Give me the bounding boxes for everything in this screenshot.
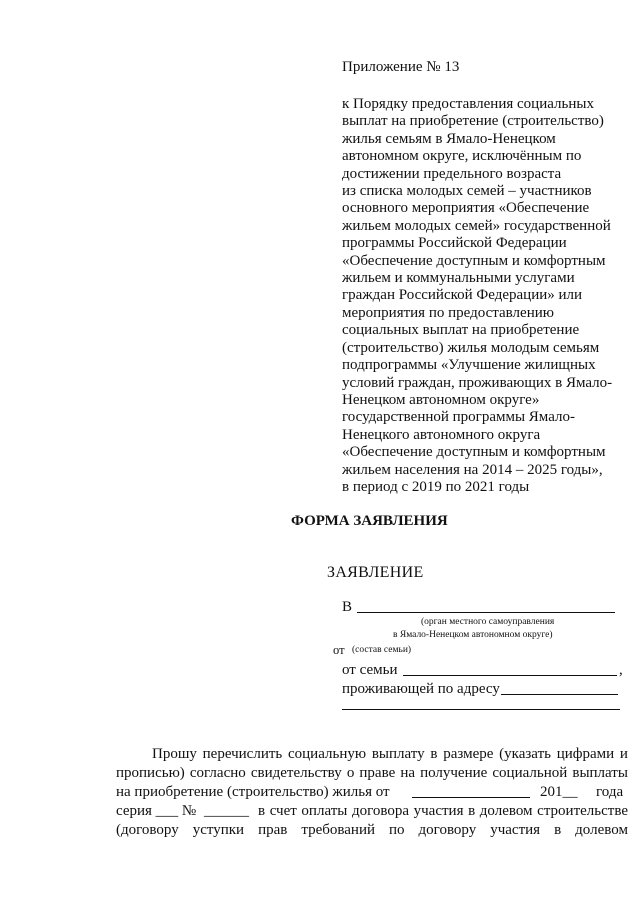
body-word: участия: [490, 822, 541, 838]
appendix-line: жильем молодых семей» государственной: [342, 217, 611, 234]
appendix-line: государственной программы Ямало-: [342, 409, 575, 426]
body-line-4-series: серия ___ №: [116, 803, 197, 819]
appendix-line: основного мероприятия «Обеспечение: [342, 200, 590, 217]
family-field[interactable]: [403, 675, 617, 676]
body-line-5: [116, 821, 628, 839]
family-label: от семьи: [342, 662, 398, 678]
body-line-3-suffix: года: [596, 784, 624, 800]
address-field[interactable]: [501, 694, 618, 695]
appendix-line: в период с 2019 по 2021 годы: [342, 478, 530, 495]
appendix-line: Ненецком автономном округе»: [342, 391, 540, 408]
appendix-line: Ненецкого автономного округа: [342, 426, 541, 443]
body-word: размере: [443, 746, 494, 762]
body-word: прав: [258, 822, 288, 838]
body-line-4-text: в счет оплаты договора участия в долевом строительстве: [258, 803, 628, 819]
appendix-line: «Обеспечение доступным и комфортным: [342, 444, 606, 461]
application-heading: ЗАЯВЛЕНИЕ: [327, 564, 424, 581]
body-word: уступки: [192, 822, 245, 838]
appendix-line: условий граждан, проживающих в Ямало-: [342, 374, 613, 391]
certificate-date-field[interactable]: [412, 797, 530, 798]
family-comma: ,: [619, 662, 623, 678]
appendix-line: выплат на приобретение (строительство): [342, 113, 604, 130]
body-word: прописью): [116, 765, 185, 781]
body-word: Прошу: [152, 746, 197, 762]
addressee-hint-line2: в Ямало-Ненецком автономном округе): [393, 630, 553, 640]
addressee-prefix: В: [342, 599, 353, 615]
appendix-line: жильем и коммунальными услугами: [342, 270, 575, 287]
appendix-line: жильем населения на 2014 – 2025 годы»,: [342, 461, 603, 478]
appendix-line: из списка молодых семей – участников: [342, 183, 592, 200]
appendix-line: к Порядку предоставления социальных: [342, 96, 594, 112]
body-word: выплаты: [572, 765, 628, 781]
body-word: социальной: [492, 765, 568, 781]
address-field-continued[interactable]: [342, 709, 620, 710]
appendix-line: автономном округе, исключённым по: [342, 148, 582, 165]
body-word: социальную: [288, 746, 367, 762]
body-word: о: [346, 765, 355, 781]
body-word: получение: [420, 765, 488, 781]
body-word: согласно: [189, 765, 246, 781]
body-word: цифрами: [556, 746, 615, 762]
appendix-line: достижении предельного возраста: [342, 165, 562, 182]
address-label: проживающей по адресу: [342, 681, 500, 697]
appendix-line: подпрограммы «Улучшение жилищных: [342, 357, 596, 374]
body-word: договору: [418, 822, 477, 838]
body-line-4-number: ______: [204, 803, 249, 819]
addressee-field[interactable]: [357, 612, 615, 613]
appendix-line: «Обеспечение доступным и комфортным: [342, 252, 606, 269]
from-prefix: от: [333, 643, 345, 657]
family-composition-hint: (состав семьи): [352, 645, 412, 655]
body-word: праве: [359, 765, 396, 781]
appendix-line: мероприятия по предоставлению: [342, 304, 554, 321]
body-line-3-year: 201__: [540, 784, 578, 800]
body-word: перечислить: [202, 746, 283, 762]
body-word: по: [389, 822, 405, 838]
body-word: в: [554, 822, 562, 838]
body-line-3-text: на приобретение (строительство) жилья от: [116, 784, 390, 800]
body-word: (указать: [499, 746, 551, 762]
appendix-description: [342, 96, 634, 496]
appendix-line: социальных выплат на приобретение: [342, 322, 580, 339]
body-line-2: [116, 764, 628, 782]
body-word: (договору: [116, 822, 179, 838]
appendix-line: программы Российской Федерации: [342, 235, 567, 252]
appendix-line: граждан Российской Федерации» или: [342, 287, 583, 304]
appendix-line: жилья семьям в Ямало-Ненецком: [342, 130, 556, 147]
addressee-hint-line1: (орган местного самоуправления: [421, 617, 555, 627]
body-word: на: [400, 765, 415, 781]
body-word: требований: [301, 822, 375, 838]
body-word: и: [619, 746, 628, 762]
body-word: долевом: [575, 822, 628, 838]
appendix-line: (строительство) жилья молодым семьям: [342, 339, 600, 356]
appendix-title: Приложение № 13: [342, 59, 460, 75]
body-line-1: [152, 745, 628, 763]
body-word: в: [430, 746, 438, 762]
form-title: ФОРМА ЗАЯВЛЕНИЯ: [291, 513, 448, 529]
body-word: свидетельству: [250, 765, 342, 781]
body-word: выплату: [371, 746, 425, 762]
